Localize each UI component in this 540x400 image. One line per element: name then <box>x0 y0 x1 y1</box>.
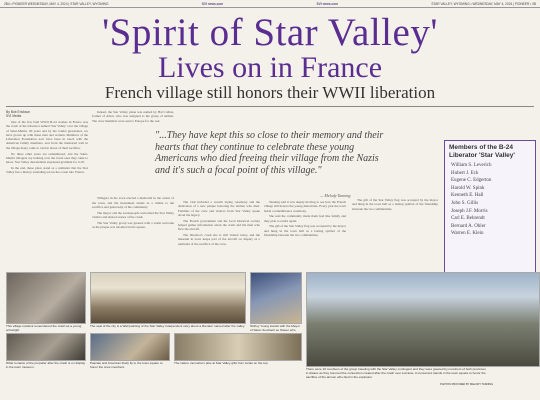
caption: The seal of the city is a Wall painting of the Star Valley Independent story about a liberator named after the valley. <box>90 324 246 328</box>
crew-name: William S. Leverich <box>451 163 492 168</box>
page-header-bar <box>0 0 540 8</box>
body-column-1 <box>6 120 88 270</box>
paragraph: One of the few fatal WWII B-24 crashes in France was the crash of the Liberator named 'Star Valley' over the village of Saint-Martin. 80 years and by the tourist guarantees, we have grown up with these men and women. Members of the Liberation Foundation now have been in touch with the American family members, and from the memorial wall in the village many came to visit in honor of their sacrifice. <box>6 120 88 150</box>
divider <box>6 106 534 107</box>
caption: What remains of the propeller after the crash is on display in the town museum. <box>6 361 86 369</box>
paragraph: The visit included a wreath laying ceremony and the dedication of a new plaque honoring the airmen who died. Families of the crew and visitors from Star Valley spoke about the legacy. <box>178 200 260 217</box>
crew-name: Kenneth E. Hall <box>451 193 484 199</box>
photo-flag-square <box>90 333 170 361</box>
byline-author: By Bob Erickson <box>6 110 31 114</box>
subheadline: Lives on in France <box>157 51 383 84</box>
paragraph: The liberator's crash site is still visited today, and the museum in town keeps part of the aircraft on display as a reminder of the sacrifice of the crew. <box>178 233 260 246</box>
photo-flag-presentation <box>250 272 302 324</box>
crew-name: Hubert J. Eck <box>451 170 479 176</box>
byline <box>6 110 88 119</box>
crew-name: Joseph J.F. Morris <box>451 208 488 214</box>
paragraph: Villagers in the town erected a memorial in the center of the town, and the monument stands as a tribute to the sacrifice and generosity of the community. <box>92 196 174 209</box>
photo-memorial-spike <box>174 333 302 361</box>
header-center-2: SVI news.com <box>316 1 338 6</box>
pull-quote: "...They have kept this so close to their memory and their hearts that they continue to celebrate these young Americans who died freeing their village from the Nazis and it's such a focal point of this village." <box>155 130 384 176</box>
crew-name: Harold W. Spink <box>451 185 485 191</box>
paragraph: Indeed, the Star Valley plane was named by Hal Collins, former of Afton, who was assigned to the group of airmen. The crew members were sent to Europe for the war. <box>92 110 174 123</box>
headline: 'Spirit of Star Valley' <box>102 11 438 54</box>
body-column-4 <box>264 200 346 270</box>
paragraph: No three other years are remembered, and the Saint-Martin villagers say nothing over the loved ones they came to know. Star Valley descendants expressed gratitude for it all. <box>6 151 88 165</box>
photo-credit: PHOTOS PROVIDED BY MELODY TANNING <box>440 383 494 386</box>
crew-sidebar <box>444 140 536 274</box>
sidebar-title: Members of the B-24 Liberator 'Star Valley' <box>449 144 515 159</box>
caption: Pascale and American Rudy fly to the town square to honor the crew members. <box>90 361 163 369</box>
crew-name: Carl E. Behrendt <box>451 216 485 222</box>
caption: The nature memorial s pike at Star Valley gifts from locals on the top. <box>174 361 269 365</box>
byline-org: SVI Media <box>6 114 22 119</box>
photo-wall-painting <box>90 272 246 324</box>
paragraph: The Star Valley group was greeted with a warm welcome as the plaque was unveiled in the square. <box>92 220 174 230</box>
pull-quote-attribution: — Melody Tanning <box>320 193 351 198</box>
paragraph: The gift of the Star Valley flag was accepted by the mayor and hung in the town hall as a lasting symbol of the friendship between the two communities. <box>264 224 346 238</box>
paragraph: Tanning said it was deeply moving to see how the French village still honors the young Americans. Every year the town holds a remembrance ceremony. <box>264 200 346 213</box>
paragraph: The French government and the local historical society helped gather information about the crash and the men who flew the aircraft. <box>178 218 260 232</box>
header-left: 2B4 • PIONEER WEDNESDAY, MAY 4, 2024 | STAR VALLEY, WYOMING <box>4 1 109 6</box>
crew-name: John S. Gillis <box>451 200 479 206</box>
paragraph: The gift of the Star Valley flag was accepted by the mayor and hung in the town hall as a lasting symbol of the friendship between the two communities. <box>352 198 438 211</box>
crew-name: Warren E. Klein <box>451 231 484 237</box>
crew-name: Bernard A. Ohler <box>451 223 486 229</box>
photo-village-resident <box>6 272 86 324</box>
deck: French village still honors their WWII liberation <box>104 83 436 102</box>
caption: There were 10 members of the group traveling with the Star Valley contingent and they were greeted by members of both provinces in Alsace as they honored the connection created after the crash over Lorraine. A monument stands in the town square to honor the sacrifice of the airmen who died in the explosion. <box>306 367 486 379</box>
paragraph: The mayor and the townspeople welcomed the Star Valley visitors and shared stories of the crash. <box>92 210 174 220</box>
photo-group-memorial <box>306 272 540 367</box>
caption: This village resident remembered the crash as a young schoolgirl. <box>6 324 82 332</box>
photo-propeller <box>6 333 86 361</box>
header-center: SVI news.com <box>201 1 224 6</box>
paragraph: In the end, these place stand as a reminder that the Star Valley has a history extending across the ocean into France. <box>6 165 88 175</box>
caption: Shirley Young stands with the Mayor of Salon Soulzach as Stauer who <box>250 324 300 332</box>
body-column-3 <box>178 200 260 270</box>
header-right: STAR VALLEY, WYOMING • WEDNESDAY, MAY 4, 2024 | PIONEER • 3B <box>431 1 536 6</box>
crew-name: Eugene C. Edgerton <box>451 178 492 184</box>
paragraph: She said the community made them feel like family and they plan to return again. <box>264 214 346 223</box>
